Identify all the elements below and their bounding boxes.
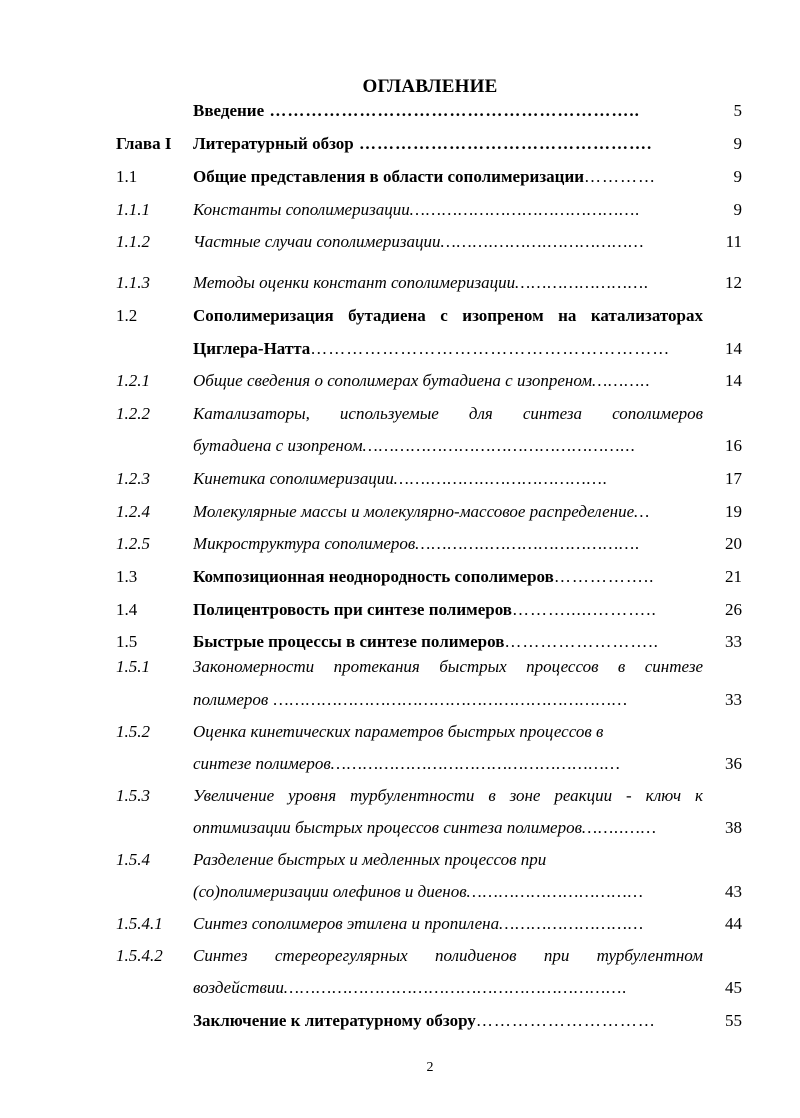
toc-page: 9 xyxy=(733,200,742,219)
toc-text-line1: Увеличение уровня турбулентности в зоне реакции - ключ к xyxy=(193,786,703,805)
toc-text-line2: полимеров xyxy=(193,690,269,709)
toc-entry: 1.5.4.1 Синтез сополимеров этилена и пропилена……………………… 44 xyxy=(116,914,742,933)
toc-entry xyxy=(0,786,800,818)
toc-page: 20 xyxy=(725,534,742,553)
toc-text: Полицентровость при синтезе полимеров xyxy=(193,600,512,619)
toc-entry: 1.2.3 Кинетика сополимеризации…….………..…………………. 17 xyxy=(116,469,742,488)
toc-page: 38 xyxy=(725,818,742,837)
toc-number: 1.4 xyxy=(116,600,138,619)
toc-number: 1.5.4 xyxy=(116,850,150,869)
toc-entry: Заключение к литературному обзору………………………… 55 xyxy=(193,1011,742,1030)
toc-text-line1: Сополимеризация бутадиена с изопреном на катализаторах xyxy=(193,306,703,325)
toc-entry: 1.3 Композиционная неоднородность сополимеров…………….. 21 xyxy=(116,567,742,586)
toc-page: 11 xyxy=(725,232,742,251)
toc-number: 1.1.3 xyxy=(116,273,150,292)
page-number: 2 xyxy=(426,1060,434,1075)
toc-entry: 1.1.1 Константы сополимеризации……………………………………. 9 xyxy=(116,200,742,219)
toc-entry: 1.1.3 Методы оценки констант сополимеризации……………………. 12 xyxy=(116,273,742,292)
toc-entry xyxy=(0,657,800,689)
toc-page: 19 xyxy=(725,502,742,521)
toc-entry xyxy=(0,722,800,754)
toc-page: 14 xyxy=(725,339,742,358)
toc-number: 1.5.1 xyxy=(116,657,150,676)
toc-entry: 1.1 Общие представления в области сополимеризации………… 9 xyxy=(116,167,742,186)
toc-text: Быстрые процессы в синтезе полимеров xyxy=(193,632,505,651)
toc-text: Заключение к литературному обзору xyxy=(193,1011,476,1030)
toc-text-line2: Циглера-Натта xyxy=(193,339,311,358)
toc-text: Общие сведения о сополимерах бутадиена с изопреном xyxy=(193,371,593,390)
toc-text-line1: Синтез стереорегулярных полидиенов при турбулентном xyxy=(193,946,703,965)
toc-entry-continued: полимеров ………………………………………………………… 33 xyxy=(193,690,742,709)
toc-text-line1: Катализаторы, используемые для синтеза сополимеров xyxy=(193,404,703,423)
toc-entry-continued: бутадиена с изопреном…………………………………………... 16 xyxy=(193,436,742,455)
toc-text: Композиционная неоднородность сополимеров xyxy=(193,567,554,586)
toc-page: 16 xyxy=(725,436,742,455)
toc-number: 1.1 xyxy=(116,167,138,186)
toc-text: Молекулярные массы и молекулярно-массовое распределение xyxy=(193,502,635,521)
toc-number: 1.1.2 xyxy=(116,232,150,251)
toc-page: 44 xyxy=(725,914,742,933)
toc-entry-continued: синтезе полимеров……………………………………………… 36 xyxy=(193,754,742,773)
toc-text-line2: синтезе полимеров xyxy=(193,754,331,773)
toc-page: 33 xyxy=(725,632,742,651)
toc-entry xyxy=(0,404,800,436)
toc-text: Частные случаи сополимеризации xyxy=(193,232,441,251)
toc-entry xyxy=(0,306,800,338)
toc-entry-continued: Циглера-Натта…………………………………………………… 14 xyxy=(193,339,742,358)
toc-number: 1.5.4.1 xyxy=(116,914,163,933)
toc-number: Глава I xyxy=(116,134,172,153)
toc-text: Синтез сополимеров этилена и пропилена xyxy=(193,914,500,933)
toc-number: 1.2.1 xyxy=(116,371,150,390)
toc-text-line2: (со)полимеризации олефинов и диенов xyxy=(193,882,467,901)
toc-page: 33 xyxy=(725,690,742,709)
toc-number: 1.2 xyxy=(116,306,138,325)
toc-page: 14 xyxy=(725,371,742,390)
toc-number: 1.3 xyxy=(116,567,138,586)
toc-entry: 1.4 Полицентровость при синтезе полимеров……….....……….. 26 xyxy=(116,600,742,619)
toc-page: 9 xyxy=(733,134,742,153)
toc-text-line2: воздействии xyxy=(193,978,284,997)
toc-number: 1.2.4 xyxy=(116,502,150,521)
toc-entry-continued: (со)полимеризации олефинов и диенов…………………………… 43 xyxy=(193,882,742,901)
toc-text: Методы оценки констант сополимеризации xyxy=(193,273,516,292)
toc-page: 36 xyxy=(725,754,742,773)
toc-entry: Введение …………………………………………………….. 5 xyxy=(193,101,742,120)
toc-entry: 1.2.4 Молекулярные массы и молекулярно-массовое распределение… 19 xyxy=(116,502,742,521)
toc-text: Микроструктура сополимеров xyxy=(193,534,416,553)
toc-text: Общие представления в области сополимеризации xyxy=(193,167,585,186)
toc-entry xyxy=(0,850,800,882)
toc-entry-continued: оптимизации быстрых процессов синтеза полимеров……..…… 38 xyxy=(193,818,742,837)
toc-page: 21 xyxy=(725,567,742,586)
toc-number: 1.5.3 xyxy=(116,786,150,805)
toc-entry: 1.2.1 Общие сведения о сополимерах бутадиена с изопреном……….. 14 xyxy=(116,371,742,390)
toc-number: 1.2.2 xyxy=(116,404,150,423)
toc-text: Введение xyxy=(193,101,265,120)
toc-text-line1: Оценка кинетических параметров быстрых процессов в xyxy=(193,722,604,741)
toc-text-line2: бутадиена с изопреном xyxy=(193,436,363,455)
toc-number: 1.2.3 xyxy=(116,469,150,488)
toc-page: 5 xyxy=(733,101,742,120)
toc-page: 26 xyxy=(725,600,742,619)
toc-text-line2: оптимизации быстрых процессов синтеза полимеров xyxy=(193,818,582,837)
toc-number: 1.2.5 xyxy=(116,534,150,553)
toc-entry xyxy=(0,946,800,978)
toc-entry: 1.5 Быстрые процессы в синтезе полимеров…………………….. 33 xyxy=(116,632,742,651)
toc-page: 12 xyxy=(725,273,742,292)
toc-text: Кинетика сополимеризации xyxy=(193,469,394,488)
toc-entry: Глава I Литературный обзор …………………………………………. 9 xyxy=(116,134,742,153)
toc-number: 1.5.4.2 xyxy=(116,946,163,965)
toc-page: 55 xyxy=(725,1011,742,1030)
toc-text-line1: Закономерности протекания быстрых процессов в синтезе xyxy=(193,657,703,676)
toc-entry: 1.1.2 Частные случаи сополимеризации……….……….……………… 11 xyxy=(116,232,742,251)
toc-number: 1.5.2 xyxy=(116,722,150,741)
page-title: ОГЛАВЛЕНИЕ xyxy=(362,76,498,97)
toc-entry: 1.2.5 Микроструктура сополимеров…………..………………………. 20 xyxy=(116,534,742,553)
toc-page: 17 xyxy=(725,469,742,488)
toc-text-line1: Разделение быстрых и медленных процессов при xyxy=(193,850,547,869)
toc-page: 45 xyxy=(725,978,742,997)
toc-text: Константы сополимеризации xyxy=(193,200,410,219)
toc-entry-continued: воздействии………………………………………………………. 45 xyxy=(193,978,742,997)
toc-page: 9 xyxy=(733,167,742,186)
toc-number: 1.1.1 xyxy=(116,200,150,219)
toc-number: 1.5 xyxy=(116,632,138,651)
toc-page: 43 xyxy=(725,882,742,901)
toc-text: Литературный обзор xyxy=(193,134,354,153)
